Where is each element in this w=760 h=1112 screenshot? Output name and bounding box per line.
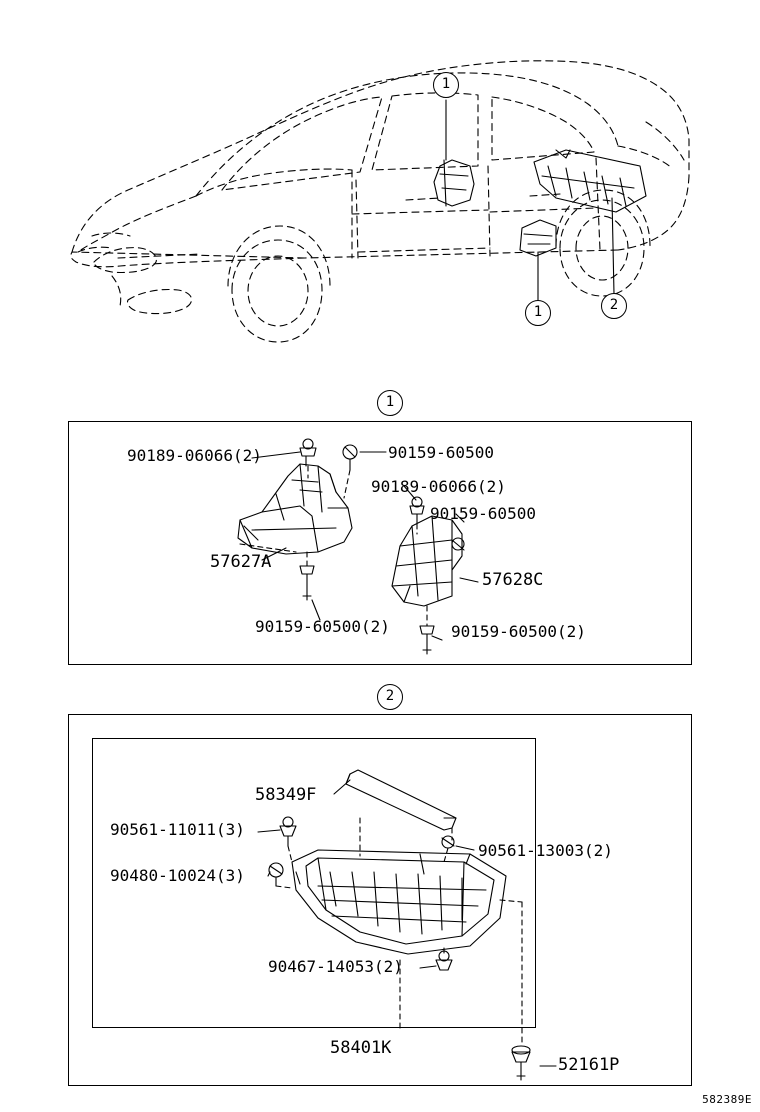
callout-vehicle-1-top[interactable]: 1 bbox=[433, 72, 459, 98]
label-57628C: 57628C bbox=[482, 570, 544, 590]
label-90480-10024: 90480-10024(3) bbox=[110, 866, 245, 885]
label-90561-13003: 90561-13003(2) bbox=[478, 841, 613, 860]
label-90159-60500-midright: 90159-60500 bbox=[430, 504, 536, 523]
label-57627A: 57627A bbox=[210, 552, 272, 572]
vehicle-part-2-cover bbox=[534, 150, 646, 212]
label-58401K: 58401K bbox=[330, 1038, 392, 1058]
label-90159-60500-topright: 90159-60500 bbox=[388, 443, 494, 462]
label-90189-06066-mid: 90189-06066(2) bbox=[371, 477, 506, 496]
callout-vehicle-2[interactable]: 2 bbox=[601, 293, 627, 319]
vehicle-part-1-lower bbox=[520, 220, 556, 256]
label-58349F: 58349F bbox=[255, 785, 317, 805]
label-90561-11011: 90561-11011(3) bbox=[110, 820, 245, 839]
section-1-header-callout[interactable]: 1 bbox=[377, 390, 403, 416]
vehicle-part-1-upper bbox=[434, 160, 474, 206]
label-90159-60500-bottommid: 90159-60500(2) bbox=[451, 622, 586, 641]
label-52161P: 52161P bbox=[558, 1055, 620, 1075]
diagram-corner-code: 582389E bbox=[702, 1093, 752, 1106]
label-90467-14053: 90467-14053(2) bbox=[268, 957, 403, 976]
section-2-header-callout[interactable]: 2 bbox=[377, 684, 403, 710]
label-90189-06066-left: 90189-06066(2) bbox=[127, 446, 262, 465]
label-90159-60500-bottomleft: 90159-60500(2) bbox=[255, 617, 390, 636]
callout-vehicle-1-bottom[interactable]: 1 bbox=[525, 300, 551, 326]
vehicle-outline bbox=[71, 61, 689, 342]
